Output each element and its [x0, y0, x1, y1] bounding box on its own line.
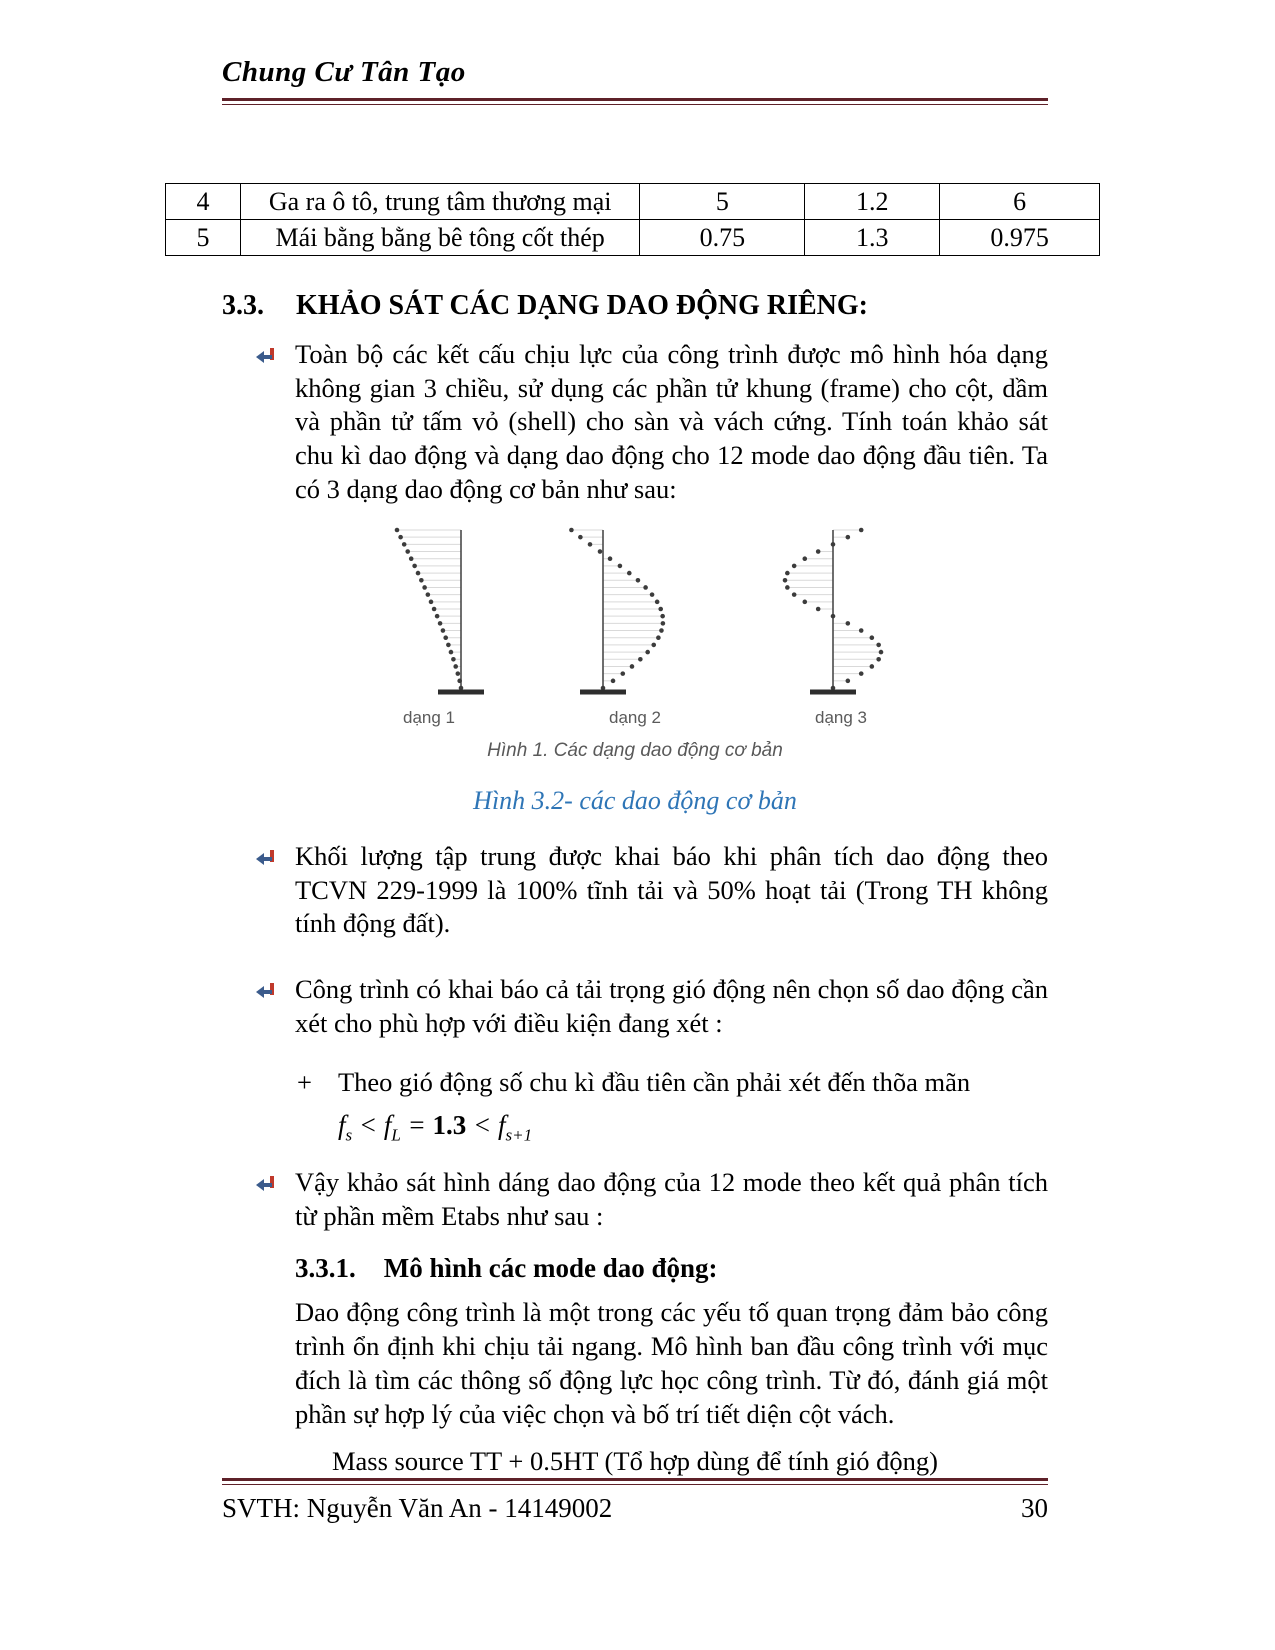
formula-operator: =	[400, 1110, 433, 1141]
mode-diagrams	[222, 520, 1048, 728]
paragraph: Công trình có khai báo cả tải trọng gió động nên chọn số dao động cần xét cho phù hợp với điều kiện đang xét :	[295, 974, 1048, 1038]
table-cell-value: 1.2	[805, 184, 940, 220]
table-cell-desc: Ga ra ô tô, trung tâm thương mại	[240, 184, 640, 220]
table-cell-no: 5	[166, 220, 241, 256]
page-number: 30	[1021, 1493, 1048, 1523]
sub-item-text: Theo gió động số chu kì đầu tiên cần phải xét đến thõa mãn	[337, 1067, 971, 1098]
table-cell-value: 0.75	[640, 220, 805, 256]
arrow-bullet-icon	[255, 973, 295, 1040]
formula-number: 1.3	[432, 1110, 467, 1141]
formula-operator: <	[466, 1110, 499, 1141]
bullet-paragraph	[222, 338, 1048, 506]
arrow-bullet-icon	[255, 338, 295, 506]
mode-shape-1-drawing	[349, 520, 509, 706]
mode-shape-3-drawing	[761, 520, 921, 706]
table-cell-no: 4	[166, 184, 241, 220]
header-rule	[222, 98, 1048, 105]
mode-shapes-figure	[222, 520, 1048, 762]
bullet-paragraph	[222, 1166, 1048, 1233]
table-cell-value: 1.3	[805, 220, 940, 256]
footer-rule	[222, 1478, 1048, 1485]
paragraph: Vậy khảo sát hình dáng dao động của 12 mode theo kết quả phân tích từ phần mềm Etabs như sau :	[295, 1167, 1048, 1231]
formula-subscript: L	[391, 1125, 401, 1145]
section-title: Mô hình các mode dao động:	[383, 1253, 718, 1284]
page-footer	[222, 1478, 1048, 1524]
paragraph: Dao động công trình là một trong các yếu tố quan trọng đảm bảo công trình ổn định khi chịu tải ngang. Mô hình ban đầu công trình với mục đích là tìm các thông số động lực học công trình. Từ đó, đánh giá một phần sự hợp lý của việc chọn và bố trí tiết diện cột vách.	[295, 1297, 1048, 1430]
figure-inner-caption: Hình 1. Các dạng dao động cơ bản	[487, 740, 783, 762]
arrow-bullet-icon	[255, 840, 295, 941]
section-number: 3.3.	[222, 290, 264, 321]
formula-symbol: f	[383, 1110, 392, 1141]
mass-source-line: Mass source TT + 0.5HT (Tổ hợp dùng để tính gió động)	[331, 1445, 939, 1476]
section-heading-3-3	[222, 290, 1048, 322]
section-number: 3.3.1.	[295, 1253, 356, 1284]
table-row	[166, 184, 1100, 220]
section-title: KHẢO SÁT CÁC DẠNG DAO ĐỘNG RIÊNG:	[296, 290, 868, 321]
sub-item	[222, 1066, 1048, 1146]
mode-label: dạng 2	[609, 708, 661, 728]
formula-symbol: f	[498, 1110, 506, 1141]
load-table	[165, 183, 1100, 256]
arrow-bullet-icon	[255, 1166, 295, 1233]
frequency-formula	[338, 1108, 1048, 1146]
table-cell-desc: Mái bằng bằng bê tông cốt thép	[240, 220, 640, 256]
table-cell-value: 6	[940, 184, 1100, 220]
page-title: Chung Cư Tân Tạo	[222, 56, 466, 88]
section-heading-3-3-1	[295, 1253, 1048, 1284]
formula-operator: <	[352, 1110, 384, 1141]
paragraph: Toàn bộ các kết cấu chịu lực của công trình được mô hình hóa dạng không gian 3 chiều, sử dụng các phần tử khung (frame) cho cột, dầm và phần tử tấm vỏ (shell) cho sàn và vách cứng. Tính toán khảo sát chu kì dao động và dạng dao động cho 12 mode dao động đầu tiên. Ta có 3 dạng dao động cơ bản như sau:	[295, 339, 1048, 504]
plus-marker: +	[297, 1067, 312, 1098]
mode-diagram-1	[349, 520, 509, 728]
bullet-paragraph	[222, 840, 1048, 941]
mode-diagram-2	[555, 520, 715, 728]
table-cell-value: 0.975	[940, 220, 1100, 256]
mode-label: dạng 1	[403, 708, 455, 728]
table-row	[166, 220, 1100, 256]
mode-label: dạng 3	[815, 708, 867, 728]
bullet-paragraph	[222, 973, 1048, 1040]
table-cell-value: 5	[640, 184, 805, 220]
formula-subscript: s+1	[505, 1125, 533, 1145]
mode-diagram-3	[761, 520, 921, 728]
paragraph: Khối lượng tập trung được khai báo khi phân tích dao động theo TCVN 229-1999 là 100% tĩnh tải và 50% hoạt tải (Trong TH không tính động đất).	[295, 841, 1048, 939]
footer-author: SVTH: Nguyễn Văn An - 14149002	[222, 1493, 613, 1523]
formula-subscript: s	[345, 1125, 353, 1145]
figure-caption: Hình 3.2- các dao động cơ bản	[473, 786, 797, 816]
mode-shape-2-drawing	[555, 520, 715, 706]
formula-symbol: f	[337, 1110, 346, 1141]
